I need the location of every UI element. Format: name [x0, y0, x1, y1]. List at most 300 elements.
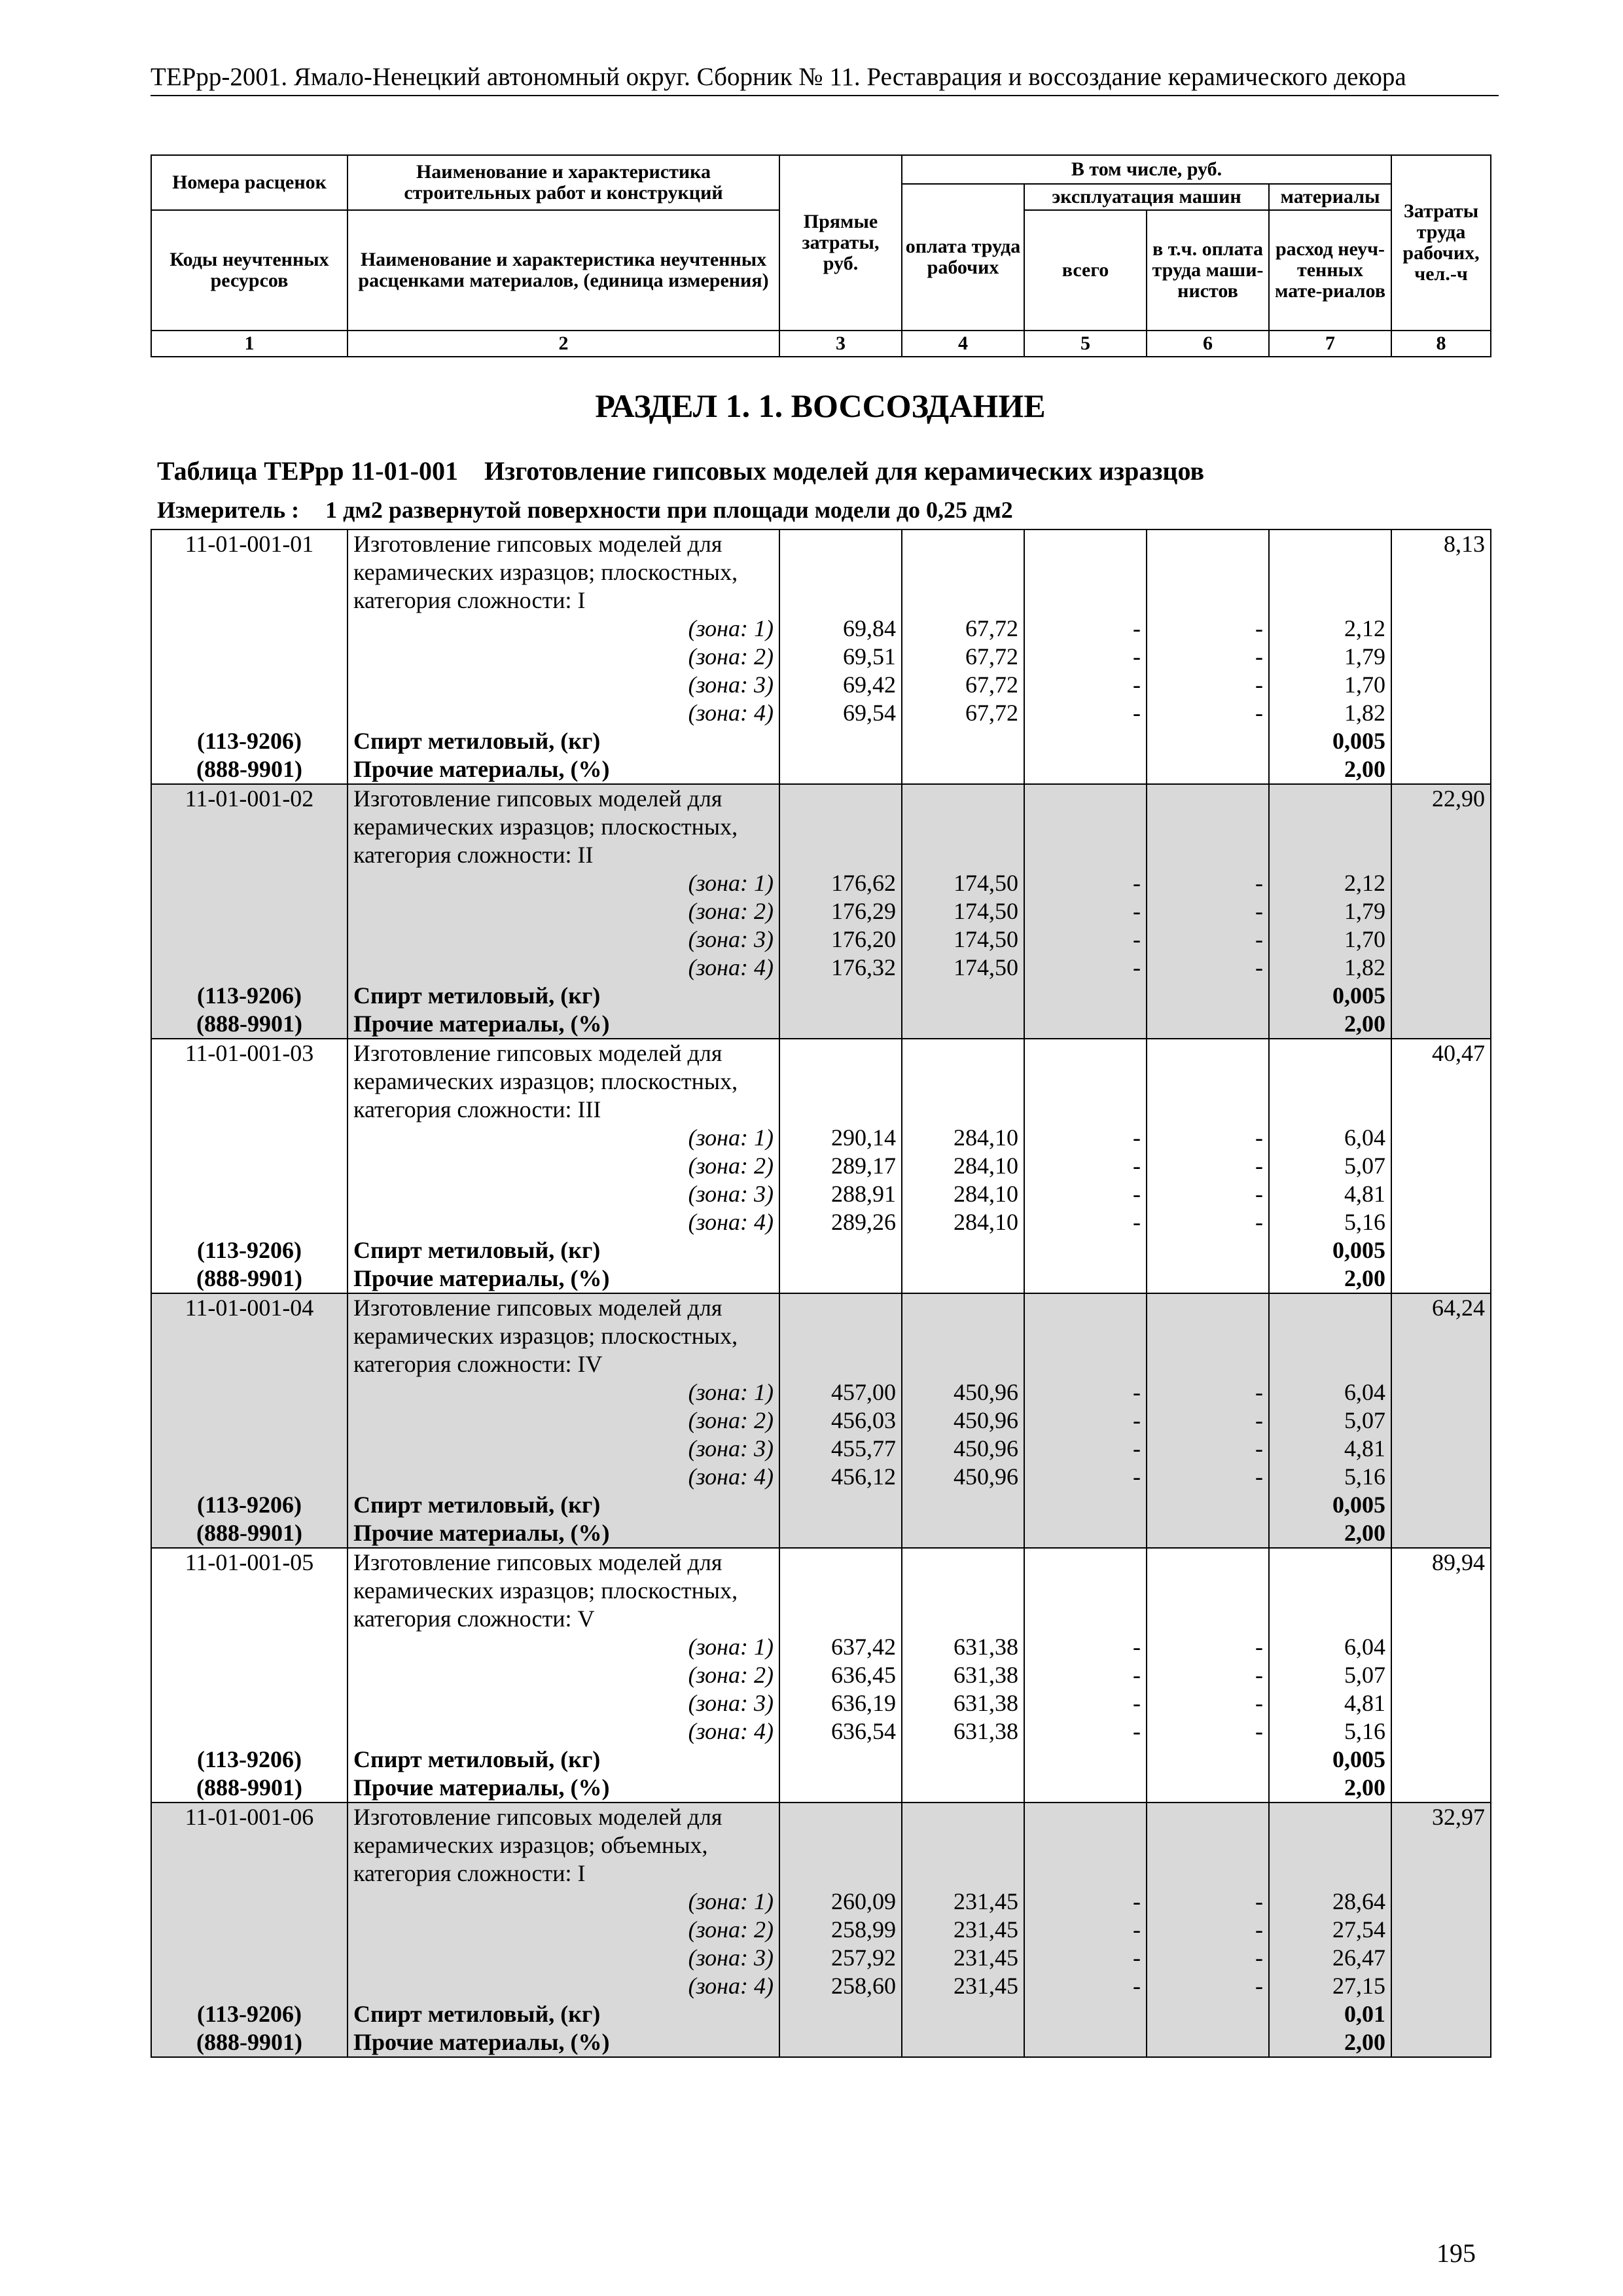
- empty-cell: [151, 1605, 348, 1633]
- empty-cell: [151, 1972, 348, 2000]
- column-number: 7: [1269, 331, 1391, 357]
- empty-cell: [1269, 1096, 1391, 1124]
- empty-cell: [1024, 1774, 1147, 1803]
- empty-cell: [1269, 784, 1391, 813]
- column-header-table: [151, 154, 1491, 357]
- empty-cell: [902, 1067, 1024, 1096]
- empty-cell: [779, 1803, 902, 1831]
- empty-cell: [151, 1322, 348, 1350]
- materials: 1,70: [1269, 671, 1391, 699]
- resource-row: [151, 1519, 1491, 1548]
- empty-cell: [1391, 699, 1491, 727]
- empty-cell: [1147, 1265, 1269, 1293]
- zone-row: [151, 1124, 1491, 1152]
- rate-name-line: категория сложности: III: [348, 1096, 779, 1124]
- empty-cell: [1024, 2028, 1147, 2057]
- empty-cell: [1024, 982, 1147, 1010]
- zone-label: (зона: 4): [348, 1208, 779, 1236]
- rate-name-line: категория сложности: I: [348, 586, 779, 615]
- header-materials: материалы: [1269, 184, 1391, 210]
- zone-label: (зона: 2): [348, 897, 779, 925]
- zone-label: (зона: 3): [348, 1180, 779, 1208]
- resource-quantity: 2,00: [1269, 1774, 1391, 1803]
- empty-cell: [779, 2000, 902, 2028]
- empty-cell: [1391, 1067, 1491, 1096]
- machine-total: -: [1024, 1661, 1147, 1689]
- header-including: В том числе, руб.: [902, 155, 1391, 184]
- rate-row: [151, 1067, 1491, 1096]
- worker-pay: 67,72: [902, 615, 1024, 643]
- header-machinist-pay: в т.ч. оплата труда маши-нистов: [1147, 210, 1269, 331]
- direct-costs: 289,26: [779, 1208, 902, 1236]
- rate-name-line: Изготовление гипсовых моделей для: [348, 1039, 779, 1067]
- rate-block: [151, 529, 1491, 784]
- rate-row: [151, 586, 1491, 615]
- labor-costs: 8,13: [1391, 529, 1491, 558]
- zone-row: [151, 1152, 1491, 1180]
- materials: 5,07: [1269, 1661, 1391, 1689]
- empty-cell: [779, 1236, 902, 1265]
- resource-quantity: 0,005: [1269, 727, 1391, 755]
- materials: 1,82: [1269, 699, 1391, 727]
- empty-cell: [1024, 813, 1147, 841]
- empty-cell: [1391, 1661, 1491, 1689]
- empty-cell: [902, 982, 1024, 1010]
- empty-cell: [1147, 2028, 1269, 2057]
- empty-cell: [1269, 586, 1391, 615]
- rate-name-line: Изготовление гипсовых моделей для: [348, 1803, 779, 1831]
- materials: 4,81: [1269, 1689, 1391, 1717]
- materials: 5,16: [1269, 1208, 1391, 1236]
- empty-cell: [151, 1152, 348, 1180]
- empty-cell: [1024, 727, 1147, 755]
- empty-cell: [151, 1831, 348, 1859]
- empty-cell: [1147, 1831, 1269, 1859]
- empty-cell: [1391, 1859, 1491, 1888]
- zone-row: [151, 1916, 1491, 1944]
- empty-cell: [902, 558, 1024, 586]
- zone-label: (зона: 2): [348, 643, 779, 671]
- empty-cell: [902, 1746, 1024, 1774]
- empty-cell: [902, 1519, 1024, 1548]
- direct-costs: 636,45: [779, 1661, 902, 1689]
- empty-cell: [1391, 1774, 1491, 1803]
- worker-pay: 450,96: [902, 1463, 1024, 1491]
- resource-code: (113-9206): [151, 2000, 348, 2028]
- zone-label: (зона: 2): [348, 1407, 779, 1435]
- empty-cell: [1269, 1067, 1391, 1096]
- machine-total: -: [1024, 1689, 1147, 1717]
- worker-pay: 284,10: [902, 1124, 1024, 1152]
- empty-cell: [1147, 1548, 1269, 1577]
- empty-cell: [1269, 1831, 1391, 1859]
- machinist-pay: -: [1147, 1944, 1269, 1972]
- resource-row: [151, 1746, 1491, 1774]
- zone-row: [151, 1888, 1491, 1916]
- resource-row: [151, 1010, 1491, 1039]
- zone-row: [151, 671, 1491, 699]
- machine-total: -: [1024, 671, 1147, 699]
- direct-costs: 69,42: [779, 671, 902, 699]
- empty-cell: [779, 1548, 902, 1577]
- column-number-row: [151, 331, 1491, 357]
- empty-cell: [151, 841, 348, 869]
- empty-cell: [1391, 1463, 1491, 1491]
- empty-cell: [1147, 755, 1269, 784]
- empty-cell: [1147, 1605, 1269, 1633]
- empty-cell: [779, 1491, 902, 1519]
- resource-quantity: 2,00: [1269, 755, 1391, 784]
- empty-cell: [1024, 1067, 1147, 1096]
- empty-cell: [151, 954, 348, 982]
- zone-label: (зона: 3): [348, 925, 779, 954]
- empty-cell: [902, 1236, 1024, 1265]
- machine-total: -: [1024, 925, 1147, 954]
- empty-cell: [151, 586, 348, 615]
- header-direct-costs: Прямые затраты, руб.: [779, 155, 902, 331]
- resource-code: (888-9901): [151, 1519, 348, 1548]
- worker-pay: 231,45: [902, 1916, 1024, 1944]
- rate-row: [151, 1096, 1491, 1124]
- empty-cell: [1269, 529, 1391, 558]
- rate-block: [151, 1548, 1491, 1803]
- zone-row: [151, 1944, 1491, 1972]
- materials: 27,15: [1269, 1972, 1391, 2000]
- empty-cell: [1024, 1265, 1147, 1293]
- empty-cell: [1147, 1096, 1269, 1124]
- rate-name-line: Изготовление гипсовых моделей для: [348, 529, 779, 558]
- empty-cell: [902, 529, 1024, 558]
- empty-cell: [1391, 1888, 1491, 1916]
- empty-cell: [1024, 1577, 1147, 1605]
- rate-row: [151, 529, 1491, 558]
- labor-costs: 40,47: [1391, 1039, 1491, 1067]
- empty-cell: [151, 1096, 348, 1124]
- empty-cell: [779, 1096, 902, 1124]
- empty-cell: [1391, 1605, 1491, 1633]
- table-name: Изготовление гипсовых моделей для керамических изразцов: [484, 456, 1205, 486]
- rate-row: [151, 1350, 1491, 1378]
- empty-cell: [1147, 2000, 1269, 2028]
- empty-cell: [1147, 1293, 1269, 1322]
- direct-costs: 176,29: [779, 897, 902, 925]
- resource-name: Прочие материалы, (%): [348, 1519, 779, 1548]
- empty-cell: [1147, 841, 1269, 869]
- materials: 1,79: [1269, 643, 1391, 671]
- direct-costs: 637,42: [779, 1633, 902, 1661]
- empty-cell: [779, 1293, 902, 1322]
- empty-cell: [1269, 1859, 1391, 1888]
- empty-cell: [1269, 841, 1391, 869]
- empty-cell: [1269, 1322, 1391, 1350]
- zone-row: [151, 1689, 1491, 1717]
- empty-cell: [151, 615, 348, 643]
- zone-label: (зона: 4): [348, 954, 779, 982]
- rate-row: [151, 1322, 1491, 1350]
- rate-name-line: Изготовление гипсовых моделей для: [348, 1548, 779, 1577]
- direct-costs: 290,14: [779, 1124, 902, 1152]
- empty-cell: [151, 1916, 348, 1944]
- empty-cell: [151, 1689, 348, 1717]
- machine-total: -: [1024, 954, 1147, 982]
- direct-costs: 176,62: [779, 869, 902, 897]
- zone-label: (зона: 1): [348, 1888, 779, 1916]
- rate-name-line: керамических изразцов; плоскостных,: [348, 813, 779, 841]
- empty-cell: [1391, 897, 1491, 925]
- rate-block: [151, 784, 1491, 1039]
- direct-costs: 176,32: [779, 954, 902, 982]
- zone-label: (зона: 4): [348, 1463, 779, 1491]
- empty-cell: [902, 1265, 1024, 1293]
- resource-code: (113-9206): [151, 727, 348, 755]
- rate-row: [151, 1548, 1491, 1577]
- rate-name-line: керамических изразцов; плоскостных,: [348, 1322, 779, 1350]
- rate-name-line: Изготовление гипсовых моделей для: [348, 784, 779, 813]
- rate-code: 11-01-001-05: [151, 1548, 348, 1577]
- empty-cell: [1391, 1350, 1491, 1378]
- empty-cell: [1391, 869, 1491, 897]
- resource-quantity: 0,005: [1269, 1491, 1391, 1519]
- machinist-pay: -: [1147, 897, 1269, 925]
- rate-block: [151, 1803, 1491, 2057]
- resource-quantity: 0,005: [1269, 982, 1391, 1010]
- resource-code: (113-9206): [151, 1491, 348, 1519]
- empty-cell: [1147, 586, 1269, 615]
- empty-cell: [1024, 784, 1147, 813]
- empty-cell: [902, 841, 1024, 869]
- empty-cell: [151, 1350, 348, 1378]
- column-number: 1: [151, 331, 348, 357]
- worker-pay: 231,45: [902, 1944, 1024, 1972]
- zone-row: [151, 1633, 1491, 1661]
- machine-total: -: [1024, 615, 1147, 643]
- empty-cell: [1024, 1519, 1147, 1548]
- empty-cell: [1391, 671, 1491, 699]
- empty-cell: [1269, 558, 1391, 586]
- empty-cell: [902, 586, 1024, 615]
- resource-quantity: 2,00: [1269, 2028, 1391, 2057]
- rate-row: [151, 784, 1491, 813]
- zone-label: (зона: 2): [348, 1152, 779, 1180]
- rate-name-line: керамических изразцов; плоскостных,: [348, 1067, 779, 1096]
- machine-total: -: [1024, 1407, 1147, 1435]
- empty-cell: [1391, 1944, 1491, 1972]
- empty-cell: [902, 1605, 1024, 1633]
- machinist-pay: -: [1147, 1689, 1269, 1717]
- empty-cell: [1391, 841, 1491, 869]
- empty-cell: [1391, 982, 1491, 1010]
- empty-cell: [151, 897, 348, 925]
- running-header: ТЕРрр-2001. Ямало-Ненецкий автономный округ. Сборник № 11. Реставрация и воссоздание керамического декора: [151, 62, 1499, 96]
- empty-cell: [902, 1548, 1024, 1577]
- empty-cell: [1147, 1067, 1269, 1096]
- resource-row: [151, 2000, 1491, 2028]
- resource-name: Спирт метиловый, (кг): [348, 2000, 779, 2028]
- zone-label: (зона: 4): [348, 1717, 779, 1746]
- machine-total: -: [1024, 1463, 1147, 1491]
- empty-cell: [1391, 1096, 1491, 1124]
- direct-costs: 636,54: [779, 1717, 902, 1746]
- rate-name-line: категория сложности: IV: [348, 1350, 779, 1378]
- zone-row: [151, 1717, 1491, 1746]
- empty-cell: [1269, 1548, 1391, 1577]
- machinist-pay: -: [1147, 1661, 1269, 1689]
- materials: 5,07: [1269, 1407, 1391, 1435]
- materials: 26,47: [1269, 1944, 1391, 1972]
- resource-quantity: 2,00: [1269, 1265, 1391, 1293]
- direct-costs: 288,91: [779, 1180, 902, 1208]
- rate-name-line: категория сложности: I: [348, 1859, 779, 1888]
- rate-row: [151, 1577, 1491, 1605]
- empty-cell: [1147, 1746, 1269, 1774]
- resource-code: (113-9206): [151, 1746, 348, 1774]
- labor-costs: 32,97: [1391, 1803, 1491, 1831]
- empty-cell: [902, 1293, 1024, 1322]
- rate-row: [151, 1803, 1491, 1831]
- resource-row: [151, 1491, 1491, 1519]
- empty-cell: [1147, 1803, 1269, 1831]
- empty-cell: [1391, 1265, 1491, 1293]
- resource-name: Прочие материалы, (%): [348, 755, 779, 784]
- machinist-pay: -: [1147, 869, 1269, 897]
- empty-cell: [1391, 1717, 1491, 1746]
- empty-cell: [1024, 1039, 1147, 1067]
- zone-row: [151, 1463, 1491, 1491]
- table-code: Таблица ТЕРрр 11-01-001: [157, 456, 458, 486]
- empty-cell: [1024, 1831, 1147, 1859]
- empty-cell: [779, 1067, 902, 1096]
- worker-pay: 284,10: [902, 1208, 1024, 1236]
- empty-cell: [902, 813, 1024, 841]
- empty-cell: [779, 727, 902, 755]
- machine-total: -: [1024, 1208, 1147, 1236]
- empty-cell: [902, 1859, 1024, 1888]
- zone-label: (зона: 4): [348, 699, 779, 727]
- empty-cell: [1391, 615, 1491, 643]
- empty-cell: [1024, 1096, 1147, 1124]
- machine-total: -: [1024, 1944, 1147, 1972]
- empty-cell: [1147, 982, 1269, 1010]
- worker-pay: 231,45: [902, 1972, 1024, 2000]
- machinist-pay: -: [1147, 1916, 1269, 1944]
- empty-cell: [1024, 1236, 1147, 1265]
- zone-row: [151, 897, 1491, 925]
- direct-costs: 289,17: [779, 1152, 902, 1180]
- worker-pay: 631,38: [902, 1717, 1024, 1746]
- column-number: 3: [779, 331, 902, 357]
- rate-row: [151, 558, 1491, 586]
- header-resource-codes: Коды неучтенных ресурсов: [151, 210, 348, 331]
- empty-cell: [1391, 586, 1491, 615]
- empty-cell: [779, 982, 902, 1010]
- materials: 28,64: [1269, 1888, 1391, 1916]
- worker-pay: 67,72: [902, 643, 1024, 671]
- empty-cell: [1147, 727, 1269, 755]
- measure-line: [157, 496, 1013, 524]
- resource-name: Прочие материалы, (%): [348, 2028, 779, 2057]
- empty-cell: [1024, 529, 1147, 558]
- resource-code: (888-9901): [151, 1774, 348, 1803]
- empty-cell: [1269, 1577, 1391, 1605]
- empty-cell: [1147, 558, 1269, 586]
- machine-total: -: [1024, 897, 1147, 925]
- direct-costs: 457,00: [779, 1378, 902, 1407]
- materials: 5,16: [1269, 1717, 1391, 1746]
- empty-cell: [1391, 755, 1491, 784]
- empty-cell: [1391, 925, 1491, 954]
- table-title: [157, 456, 1204, 486]
- materials: 5,07: [1269, 1152, 1391, 1180]
- zone-label: (зона: 3): [348, 1944, 779, 1972]
- zone-label: (зона: 2): [348, 1661, 779, 1689]
- empty-cell: [902, 1350, 1024, 1378]
- machinist-pay: -: [1147, 643, 1269, 671]
- rate-name-line: Изготовление гипсовых моделей для: [348, 1293, 779, 1322]
- empty-cell: [902, 1774, 1024, 1803]
- rate-name-line: категория сложности: II: [348, 841, 779, 869]
- empty-cell: [1391, 1519, 1491, 1548]
- rate-row: [151, 1293, 1491, 1322]
- direct-costs: 257,92: [779, 1944, 902, 1972]
- materials: 27,54: [1269, 1916, 1391, 1944]
- machinist-pay: -: [1147, 1378, 1269, 1407]
- empty-cell: [151, 643, 348, 671]
- rate-row: [151, 1039, 1491, 1067]
- empty-cell: [1391, 1491, 1491, 1519]
- worker-pay: 450,96: [902, 1378, 1024, 1407]
- resource-name: Спирт метиловый, (кг): [348, 1236, 779, 1265]
- zone-label: (зона: 4): [348, 1972, 779, 2000]
- rate-row: [151, 1605, 1491, 1633]
- empty-cell: [1391, 954, 1491, 982]
- empty-cell: [151, 1633, 348, 1661]
- empty-cell: [1147, 1491, 1269, 1519]
- empty-cell: [151, 1208, 348, 1236]
- machine-total: -: [1024, 1378, 1147, 1407]
- empty-cell: [779, 586, 902, 615]
- zone-label: (зона: 1): [348, 1378, 779, 1407]
- machinist-pay: -: [1147, 1888, 1269, 1916]
- resource-quantity: 2,00: [1269, 1010, 1391, 1039]
- empty-cell: [1024, 1010, 1147, 1039]
- direct-costs: 260,09: [779, 1888, 902, 1916]
- rate-code: 11-01-001-03: [151, 1039, 348, 1067]
- empty-cell: [1391, 2000, 1491, 2028]
- zone-row: [151, 643, 1491, 671]
- direct-costs: 176,20: [779, 925, 902, 954]
- empty-cell: [1391, 1972, 1491, 2000]
- empty-cell: [151, 1378, 348, 1407]
- empty-cell: [1024, 1548, 1147, 1577]
- machine-total: -: [1024, 1180, 1147, 1208]
- zone-label: (зона: 1): [348, 1633, 779, 1661]
- empty-cell: [151, 1124, 348, 1152]
- empty-cell: [1024, 1746, 1147, 1774]
- header-material-name: Наименование и характеристика неучтенных расценками материалов, (единица измерения): [348, 210, 779, 331]
- empty-cell: [902, 1039, 1024, 1067]
- direct-costs: 258,99: [779, 1916, 902, 1944]
- materials: 1,70: [1269, 925, 1391, 954]
- resource-code: (888-9901): [151, 2028, 348, 2057]
- zone-row: [151, 1972, 1491, 2000]
- empty-cell: [151, 1463, 348, 1491]
- empty-cell: [902, 1491, 1024, 1519]
- empty-cell: [151, 1067, 348, 1096]
- empty-cell: [1269, 1039, 1391, 1067]
- column-number: 5: [1024, 331, 1147, 357]
- header-work-name: Наименование и характеристика строительных работ и конструкций: [348, 155, 779, 210]
- empty-cell: [779, 1265, 902, 1293]
